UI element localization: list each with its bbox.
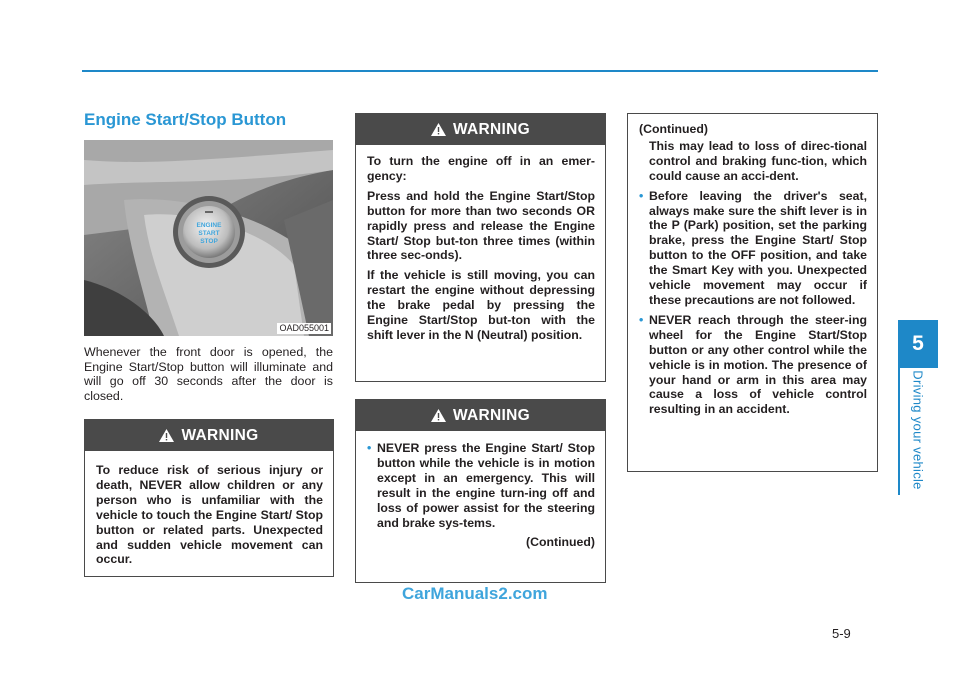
button-label-stop: STOP (200, 238, 218, 245)
bullet-dot-icon: • (639, 188, 644, 203)
chapter-label: Driving your vehicle (910, 370, 926, 490)
continued-bullet-2 (639, 313, 867, 417)
continued-label: (Continued) (526, 535, 595, 550)
warning-box-never-press (355, 399, 606, 583)
warning-title: WARNING (452, 120, 530, 138)
warning-box-engine-off (355, 113, 606, 382)
continued-bullet-1 (639, 189, 867, 308)
warning-paragraph-2: Press and hold the Engine Start/Stop button for more than two seconds OR rapidly press and release the Engine Start/ Stop but-ton three times (within three sec-onds). (367, 188, 595, 263)
continued-bullet-2-text: NEVER reach through the steer-ing wheel for the Engine Start/Stop button or any other control while the vehicle is in motion. The presence of your hand or arm in this area may cause a loss of vehicle control resulting in an accident. (649, 312, 867, 417)
warning-text: To reduce risk of serious injury or death, NEVER allow children or any person who is unfamiliar with the vehicle to touch the Engine Start/ Stop button or related parts. Unexpected and sudden vehicle movement can occur. (96, 463, 323, 567)
watermark: CarManuals2.com (402, 584, 548, 603)
body-paragraph: Whenever the front door is opened, the Engine Start/Stop button will illuminate and will go off 30 seconds after the door is closed. (84, 345, 333, 404)
warning-bullet (367, 441, 595, 530)
continued-intro: This may lead to loss of direc-tional control and braking func-tion, which could cause an acci-dent. (649, 138, 867, 183)
warning-header (85, 420, 333, 451)
top-rule (82, 70, 878, 72)
button-label-engine: ENGINE (196, 222, 222, 229)
button-label-start: START (198, 230, 220, 237)
warning-triangle-icon (159, 429, 174, 442)
chapter-tab[interactable]: 5 (898, 320, 938, 368)
warning-paragraph-1: To turn the engine off in an emer-gency: (367, 154, 595, 183)
warning-paragraph-3: If the vehicle is still moving, you can restart the engine without depressing the brake pedal by pressing the Engine Start/Stop but-ton with the shift lever in the N (Neutral) position. (367, 268, 595, 342)
warning-bullet-text: NEVER press the Engine Start/ Stop button while the vehicle is in motion except in an emergency. This will result in the engine turn-ing off and loss of power assist for the steering and brake sys-tems. (377, 441, 595, 530)
section-title: Engine Start/Stop Button (84, 110, 287, 129)
engine-button-photo (84, 140, 333, 336)
warning-box-children (84, 419, 334, 577)
continued-warning-box (627, 113, 878, 472)
continued-bullet-1-text: Before leaving the driver's seat, always make sure the shift lever is in the P (Park) position, set the parking brake, press the Engine Start/ Stop button to the OFF position, and take the Smart Key with you. Unexpected vehicle movement may occur if these precautions are not followed. (649, 188, 867, 307)
photo-caption: OAD055001 (279, 323, 329, 333)
bullet-dot-icon: • (367, 441, 372, 455)
warning-header (356, 114, 605, 145)
bullet-dot-icon: • (639, 312, 644, 327)
warning-title: WARNING (181, 426, 259, 444)
engine-button-illustration (84, 140, 333, 336)
warning-title: WARNING (452, 406, 530, 424)
continued-header: (Continued) (639, 122, 708, 136)
warning-triangle-icon (431, 409, 446, 422)
page-number: 5-9 (832, 626, 851, 641)
warning-triangle-icon (431, 123, 446, 136)
warning-header (356, 400, 605, 431)
